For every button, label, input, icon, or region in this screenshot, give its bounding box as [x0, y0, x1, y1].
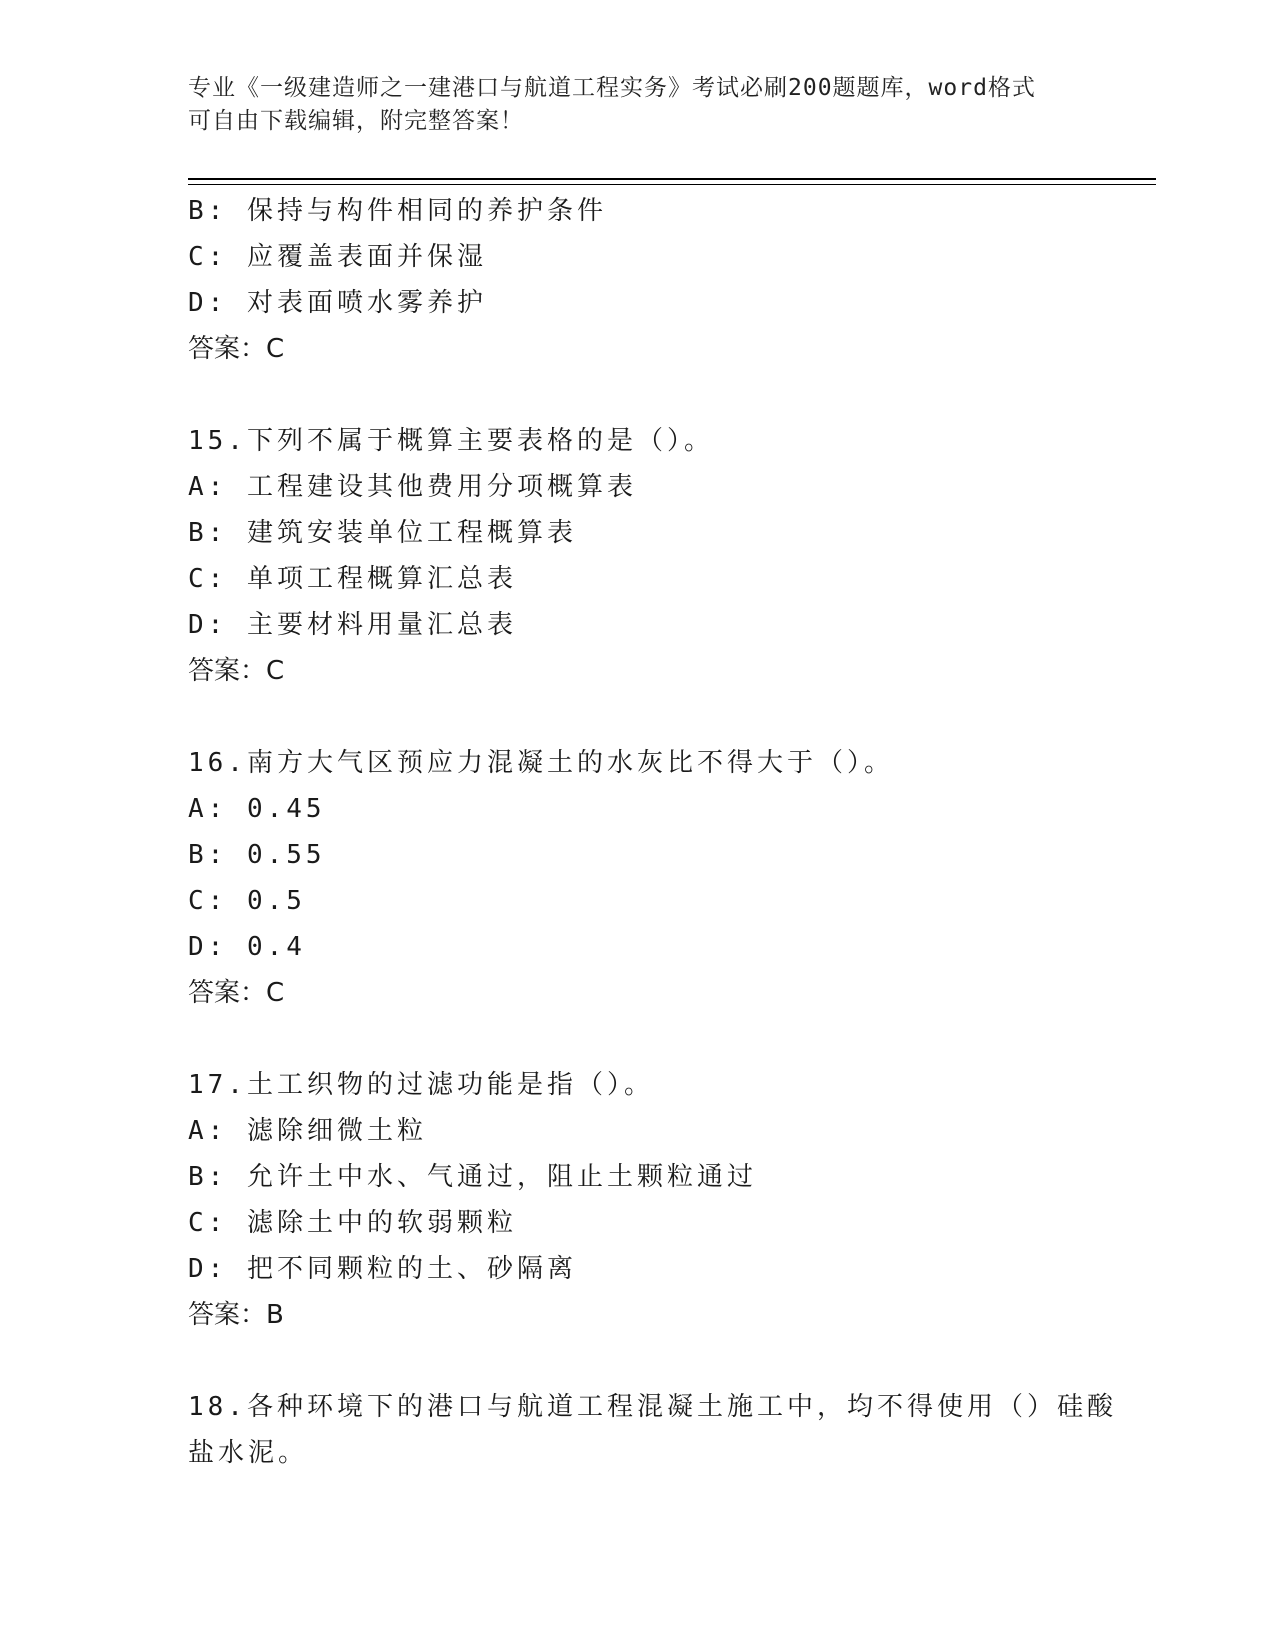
question-stem-line-1: 18.各种环境下的港口与航道工程混凝土施工中，均不得使用（）硅酸: [188, 1392, 1117, 1422]
option-c: C: 滤除土中的软弱颗粒: [188, 1208, 517, 1238]
option-d: D: 主要材料用量汇总表: [188, 610, 517, 640]
question-stem: 16.南方大气区预应力混凝土的水灰比不得大于（）。: [188, 748, 894, 778]
answer-line: 答案：C: [188, 334, 285, 364]
option-d: D: 0.4: [188, 932, 306, 962]
answer-line: 答案：B: [188, 1300, 284, 1330]
option-c: C: 单项工程概算汇总表: [188, 564, 517, 594]
option-a: A: 工程建设其他费用分项概算表: [188, 472, 637, 502]
document-header: [188, 72, 1088, 138]
header-line-2: 可自由下载编辑，附完整答案！: [188, 108, 524, 134]
option-b: B: 建筑安装单位工程概算表: [188, 518, 577, 548]
option-d: D: 对表面喷水雾养护: [188, 288, 487, 318]
option-c: C: 应覆盖表面并保湿: [188, 242, 487, 272]
spacer: [188, 372, 1088, 418]
spacer: [188, 1338, 1088, 1384]
option-b: B: 允许土中水、气通过，阻止土颗粒通过: [188, 1162, 757, 1192]
question-block-16: [188, 740, 1088, 1016]
header-line-1: 专业《一级建造师之一建港口与航道工程实务》考试必刷200题题库，word格式: [188, 75, 1036, 101]
question-block-18: [188, 1384, 1117, 1476]
question-block-15: [188, 418, 1088, 694]
option-c: C: 0.5: [188, 886, 306, 916]
answer-line: 答案：C: [188, 656, 285, 686]
header-divider-thick: [188, 178, 1156, 180]
question-block-14: [188, 188, 1088, 372]
option-b: B: 保持与构件相同的养护条件: [188, 196, 607, 226]
question-block-17: [188, 1062, 1088, 1338]
question-stem: 15.下列不属于概算主要表格的是（）。: [188, 426, 714, 456]
spacer: [188, 1016, 1088, 1062]
question-list: [188, 188, 1117, 1476]
option-a: A: 0.45: [188, 794, 326, 824]
option-d: D: 把不同颗粒的土、砂隔离: [188, 1254, 577, 1284]
option-b: B: 0.55: [188, 840, 326, 870]
spacer: [188, 694, 1088, 740]
question-stem-line-2: 盐水泥。: [188, 1438, 309, 1468]
option-a: A: 滤除细微土粒: [188, 1116, 427, 1146]
question-stem: 17.土工织物的过滤功能是指（）。: [188, 1070, 654, 1100]
answer-line: 答案：C: [188, 978, 285, 1008]
header-divider-thin: [188, 184, 1156, 185]
